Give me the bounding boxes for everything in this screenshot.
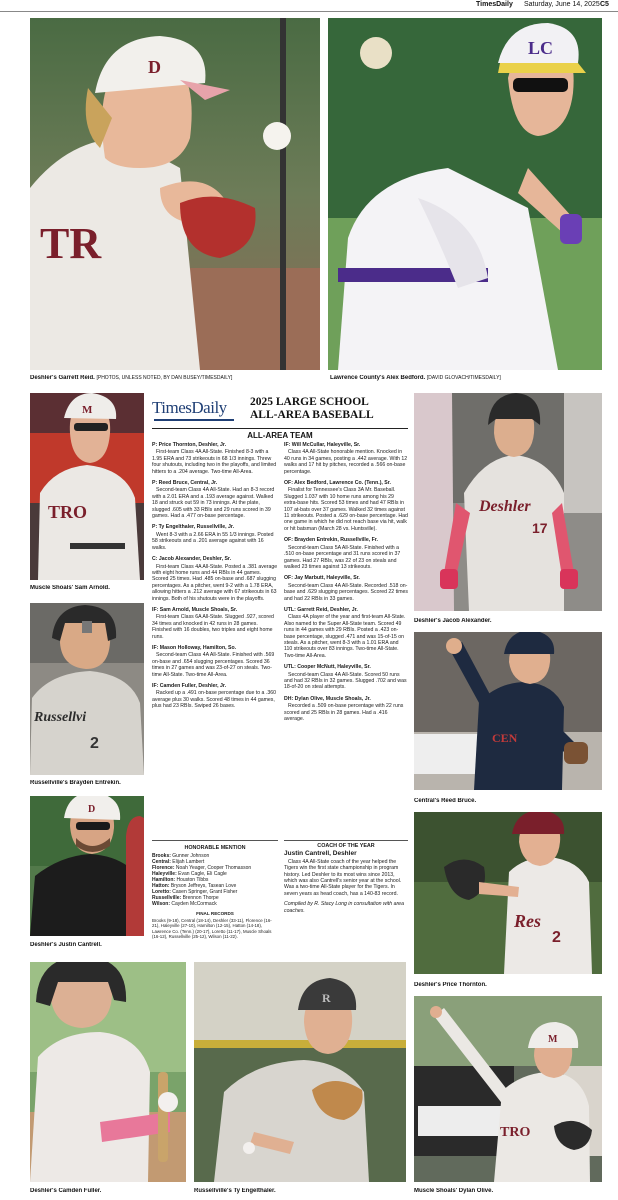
player-summary: Class 4A All-State honorable mention. Knocked in 40 runs in 34 games, posting a .442 average. With 12 walks and 17 hit by pitches, recorded a .566 on-base percentage. bbox=[284, 449, 408, 475]
title-line-2: ALL-AREA BASEBALL bbox=[250, 409, 374, 421]
player-names: Noah Yeager, Cooper Thomasson bbox=[175, 865, 252, 872]
title-line-1: 2025 LARGE SCHOOL bbox=[250, 396, 369, 408]
team-name: Hatton: bbox=[152, 883, 170, 890]
player-name: P: Reed Bruce, Central, Jr. bbox=[152, 480, 218, 487]
svg-text:D: D bbox=[148, 57, 161, 77]
svg-text:M: M bbox=[548, 1034, 558, 1045]
player-summary: Racked up a .491 on-base percentage due to a .360 average plus 30 walks. Scored 48 times in 44 games, plus had 23 RBIs. Swiped 26 bases. bbox=[152, 690, 276, 710]
player-name: UTL: Cooper McNutt, Haleyville, Sr. bbox=[284, 664, 371, 671]
player-summary: First-team Class 4A All-State. Finished 8-3 with a 1.95 ERA and 73 strikeouts in 68 1/3 innings. Threw four shutouts, including two in the playoffs, and limited hitters to a .204 average. Two-time All-Area. bbox=[152, 449, 277, 475]
coach-text: Class 4A All-State coach of the year helped the Tigers win the first state championship in program history. Led Deshler to its most wins since 2013, which was also Cantrell's senior year at the school. Was a two-time All-State player for the Tigers. In seven years as head coach, has a 140-83 record. bbox=[284, 858, 402, 897]
photo-brayden-entrekin bbox=[30, 603, 144, 775]
player-summary: Finalist for Tennessee's Class 3A Mr. Baseball. Slugged 1.037 with 10 home runs among his 29 extra-base hits. Scored 53 times and had 47 RBIs in 107 at-bats over 37 games. Walked 32 times against 11 strikeouts. Posted a .629 on-base percentage. Had one game in which he did not reach base via hit, walk or hit batsman (March 28 vs. Huntsville). bbox=[284, 487, 408, 532]
player-summary: Second-team Class 5A All-State. Finished with a .510 on-base percentage and 31 runs scored in 37 games. Had 27 RBIs, was 22 of 23 on steals and walked 23 times against 13 strikeouts. bbox=[284, 544, 401, 570]
all-area-entry bbox=[284, 607, 408, 659]
player-summary: Recorded a .509 on-base percentage with 22 runs scored and 25 RBIs in 28 games. Had a .416 average. bbox=[284, 703, 404, 723]
svg-text:LC: LC bbox=[528, 38, 554, 58]
player-names: Elijah Lambert bbox=[172, 859, 205, 866]
caption-alex-bedford bbox=[330, 375, 602, 381]
all-area-entry bbox=[152, 607, 278, 640]
page-header bbox=[0, 0, 618, 12]
caption-price-thornton: Deshler's Price Thornton. bbox=[414, 982, 487, 988]
team-name: Brooks: bbox=[152, 853, 171, 860]
svg-text:CEN: CEN bbox=[492, 731, 518, 745]
player-name: OF: Brayden Entrekin, Russellville, Fr. bbox=[284, 537, 378, 544]
coach-name: Justin Cantrell, Deshler bbox=[284, 850, 357, 858]
logo-underline bbox=[154, 419, 234, 421]
article-column-2 bbox=[284, 442, 408, 834]
page-number: C5 bbox=[600, 1, 609, 8]
all-area-entry bbox=[284, 442, 408, 475]
player-names: Houston Tibbs bbox=[176, 877, 209, 884]
final-records-title: FINAL RECORDS bbox=[196, 911, 234, 917]
caption-ty-engelthaler: Russellville's Ty Engelthaler. bbox=[194, 1188, 276, 1194]
photo-price-thornton bbox=[414, 812, 602, 974]
caption-sam-arnold: Muscle Shoals' Sam Arnold. bbox=[30, 585, 110, 591]
page-title bbox=[250, 396, 410, 422]
player-name: IF: Will McCullar, Haleyville, Sr. bbox=[284, 442, 361, 448]
caption-text: Deshler's Garrett Reid. bbox=[30, 375, 95, 381]
player-name: OF: Alex Bedford, Lawrence Co. (Tenn.), Sr. bbox=[284, 480, 391, 487]
player-names: Bryson Jeffreys, Tasean Love bbox=[170, 883, 237, 890]
player-names: Brennon Thorpe bbox=[182, 895, 219, 902]
photo-justin-cantrell bbox=[30, 796, 144, 936]
photo-dylan-olive bbox=[414, 996, 602, 1182]
honorable-mention-title: HONORABLE MENTION bbox=[184, 845, 246, 851]
photo-credit: [PHOTOS, UNLESS NOTED, BY DAN BUSEY/TIMESDAILY] bbox=[96, 375, 233, 381]
player-name: C: Jacob Alexander, Deshler, Sr. bbox=[152, 556, 232, 563]
svg-text:M: M bbox=[82, 404, 93, 416]
player-name: IF: Sam Arnold, Muscle Shoals, Sr. bbox=[152, 606, 238, 613]
photo-jacob-alexander bbox=[414, 393, 602, 611]
caption-jacob-alexander: Deshler's Jacob Alexander. bbox=[414, 618, 492, 624]
article-column-1 bbox=[152, 442, 278, 834]
photo-ty-engelthaler bbox=[194, 962, 406, 1182]
section-heading: ALL-AREA TEAM bbox=[152, 428, 408, 440]
team-name: Loretto: bbox=[152, 889, 171, 896]
svg-text:Deshler: Deshler bbox=[479, 498, 531, 515]
svg-text:Res: Res bbox=[514, 911, 541, 931]
svg-text:TRO: TRO bbox=[500, 1125, 531, 1140]
player-names: Casen Springer, Grant Fisher bbox=[172, 889, 238, 896]
caption-brayden-entrekin: Russellville's Brayden Entrekin. bbox=[30, 780, 121, 786]
caption-dylan-olive: Muscle Shoals' Dylan Olive. bbox=[414, 1188, 494, 1194]
player-name: DH: Dylan Olive, Muscle Shoals, Jr. bbox=[284, 695, 371, 702]
all-area-entry bbox=[152, 683, 278, 710]
svg-text:TRO: TRO bbox=[48, 502, 88, 522]
player-names: Cayden McCormack bbox=[171, 901, 217, 908]
player-summary: Second-team Class 4A All-State. Recorded .518 on-base and .629 slugging percentages. Scored 22 times and had 22 RBIs in 33 games. bbox=[284, 582, 408, 602]
player-summary: Second-team Class 4A All-State. Finished with .569 on-base and .654 slugging percentages. Scored 36 times in 27 games and was 23-of-27 on steals. Two-time All-State. Two-time All-Area. bbox=[152, 652, 275, 678]
caption-garrett-reid bbox=[30, 375, 322, 381]
all-area-entry bbox=[284, 480, 408, 532]
honorable-mention-row bbox=[152, 901, 278, 907]
caption-reed-bruce: Central's Reed Bruce. bbox=[414, 798, 477, 804]
masthead bbox=[152, 396, 408, 426]
svg-text:2: 2 bbox=[90, 735, 99, 752]
photo-sam-arnold bbox=[30, 393, 144, 580]
honorable-mention-list bbox=[152, 853, 278, 907]
player-name: OF: Jay Marbutt, Haleyville, Sr. bbox=[284, 575, 360, 582]
all-area-entry bbox=[152, 556, 278, 602]
photo-credit: [DAVID GLOVACH/TIMESDAILY] bbox=[426, 375, 501, 381]
svg-text:TR: TR bbox=[40, 219, 102, 268]
team-name: Hamilton: bbox=[152, 877, 176, 884]
player-names: Evan Cagle, Eli Cagle bbox=[178, 871, 227, 878]
all-area-entry bbox=[284, 664, 408, 691]
player-name: IF: Mason Holloway, Hamilton, So. bbox=[152, 644, 237, 651]
photo-alex-bedford bbox=[328, 18, 602, 370]
team-name: Haleyville: bbox=[152, 871, 177, 878]
player-summary: Went 8-3 with a 2.66 ERA in 55 1/3 innings. Posted 58 strikeouts and a .201 average against with 16 walks. bbox=[152, 531, 274, 551]
compiled-by: Compiled by R. Stacy Long in consultation with area coaches. bbox=[284, 901, 404, 914]
publication-date: Saturday, June 14, 2025 bbox=[524, 1, 600, 8]
player-summary: Second-team Class 4A All-State. Scored 50 runs and had 32 RBIs in 32 games. Slugged .702 and was 18-of-20 on steal attempts. bbox=[284, 671, 407, 691]
photo-camden-fuller bbox=[30, 962, 186, 1182]
honorable-mention-box bbox=[152, 840, 278, 952]
team-name: Wilson: bbox=[152, 901, 171, 908]
coach-title: COACH OF THE YEAR bbox=[317, 843, 375, 849]
publication-name: TimesDaily bbox=[476, 1, 513, 8]
player-summary: First-team Class 6A All-State. Slugged .927, scored 34 times and knocked in 42 runs in 28 games. Finished with 16 doubles, two triples and eight home runs. bbox=[152, 614, 274, 640]
team-name: Central: bbox=[152, 859, 171, 866]
player-name: P: Ty Engelthaler, Russellville, Jr. bbox=[152, 524, 235, 531]
player-summary: First-team Class 4A All-State. Posted a .381 average with eight home runs and 44 RBIs in 44 games. Scored 25 times. Had .485 on-base and .687 slugging percentages. As a pitcher, went 9-2 with a 1.78 ERA, allowing hitters a .212 average with 67 strikeouts in 63 innings. Both of his shutouts were in the playoffs. bbox=[152, 563, 278, 602]
svg-text:Russellvi: Russellvi bbox=[34, 710, 87, 725]
player-name: P: Price Thornton, Deshler, Jr. bbox=[152, 442, 227, 448]
all-area-entry bbox=[152, 524, 278, 551]
svg-text:D: D bbox=[88, 804, 96, 815]
caption-text: Lawrence County's Alex Bedford. bbox=[330, 375, 426, 381]
player-name: IF: Camden Fuller, Deshler, Jr. bbox=[152, 683, 227, 689]
player-summary: Second-team Class 4A All-State. Had an 8-3 record with a 2.01 ERA and a .193 average against. Walked 18 and struck out 59 in 73 innings. At the plate, slugged .605 with 33 RBIs and 29 runs scored in 39 games. Had a .477 on-base percentage. bbox=[152, 487, 275, 520]
svg-text:2: 2 bbox=[552, 929, 561, 946]
all-area-entry bbox=[284, 537, 408, 570]
caption-camden-fuller: Deshler's Camden Fuller. bbox=[30, 1188, 102, 1194]
photo-garrett-reid bbox=[30, 18, 320, 370]
team-name: Russellville: bbox=[152, 895, 182, 902]
all-area-entry bbox=[284, 696, 408, 723]
player-summary: Class 4A player of the year and first-team All-State. Also named to the Super All-State team. Scored 49 runs in 44 games with 29 RBIs. Posted a .423 on-base percentage, slugged .471 and was 15-of-15 on steals. As a pitcher, went 8-3 with a 1.01 ERA and 110 strikeouts over 83 innings. Two-time All-State. Two-time All-Area. bbox=[284, 614, 406, 659]
all-area-entry bbox=[284, 575, 408, 602]
team-name: Florence: bbox=[152, 865, 175, 872]
coach-of-the-year-box bbox=[284, 840, 408, 952]
all-area-entry bbox=[152, 442, 278, 475]
svg-text:R: R bbox=[322, 991, 331, 1005]
times-daily-logo: TimesDaily bbox=[152, 398, 227, 417]
player-names: Gunner Johnson bbox=[172, 853, 210, 860]
svg-text:17: 17 bbox=[532, 520, 548, 536]
final-records-text: Brooks (9-18), Central (18-14), Deshler (33-11), Florence (16-21), Haleyville (27-10), Hamilton (12-15), Hatton (14-18), Lawrence Co. (Tenn.) (20-17), Loretto (11-17), Muscle Shoals (16-12), Russellville (25-12), Wilson (11-22). bbox=[152, 917, 272, 940]
photo-reed-bruce bbox=[414, 632, 602, 790]
player-name: UTL: Garrett Reid, Deshler, Jr. bbox=[284, 606, 358, 613]
caption-justin-cantrell: Deshler's Justin Cantrell. bbox=[30, 942, 102, 948]
all-area-entry bbox=[152, 480, 278, 519]
all-area-entry bbox=[152, 645, 278, 678]
